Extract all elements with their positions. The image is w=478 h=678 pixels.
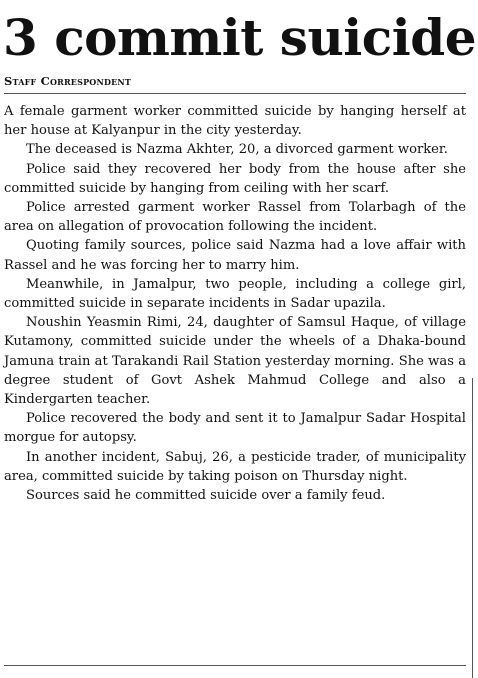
paragraph-4: Police arrested garment worker Rassel from Tolarbagh of the area on allegation of provocation following the incident. <box>4 200 466 235</box>
article-body <box>4 102 466 505</box>
paragraph-1: A female garment worker committed suicide by hanging herself at her house at Kalyanpur in the city yesterday. <box>4 104 466 139</box>
news-article <box>3 0 477 505</box>
paragraph-9: In another incident, Sabuj, 26, a pesticide trader, of municipality area, committed suicide by taking poison on Thursday night. <box>4 449 466 484</box>
paragraph-8: Police recovered the body and sent it to Jamalpur Sadar Hospital morgue for autopsy. <box>4 411 466 446</box>
paragraph-2: The deceased is Nazma Akhter, 20, a divorced garment worker. <box>26 142 448 158</box>
headline: 3 commit suicide <box>3 8 477 67</box>
paragraph-10: Sources said he committed suicide over a family feud. <box>26 488 386 504</box>
bottom-divider <box>4 665 466 666</box>
paragraph-3: Police said they recovered her body from the house after she committed suicide by hanging from ceiling with her scarf. <box>4 161 466 196</box>
byline: Staff Correspondent <box>4 74 132 88</box>
column-divider <box>472 378 473 678</box>
paragraph-6: Meanwhile, in Jamalpur, two people, including a college girl, committed suicide in separate incidents in Sadar upazila. <box>4 276 466 312</box>
paragraph-7: Noushin Yeasmin Rimi, 24, daughter of Samsul Haque, of village Kutamony, committed suicide under the wheels of a Dhaka-bound Jamuna train at Tarakandi Rail Station yesterday morning. She was a degree student of Govt Ashek Mahmud College and also a Kindergarten teacher. <box>4 315 466 408</box>
byline-divider <box>4 93 466 94</box>
paragraph-5: Quoting family sources, police said Nazma had a love affair with Rassel and he was forcing her to marry him. <box>4 238 466 273</box>
